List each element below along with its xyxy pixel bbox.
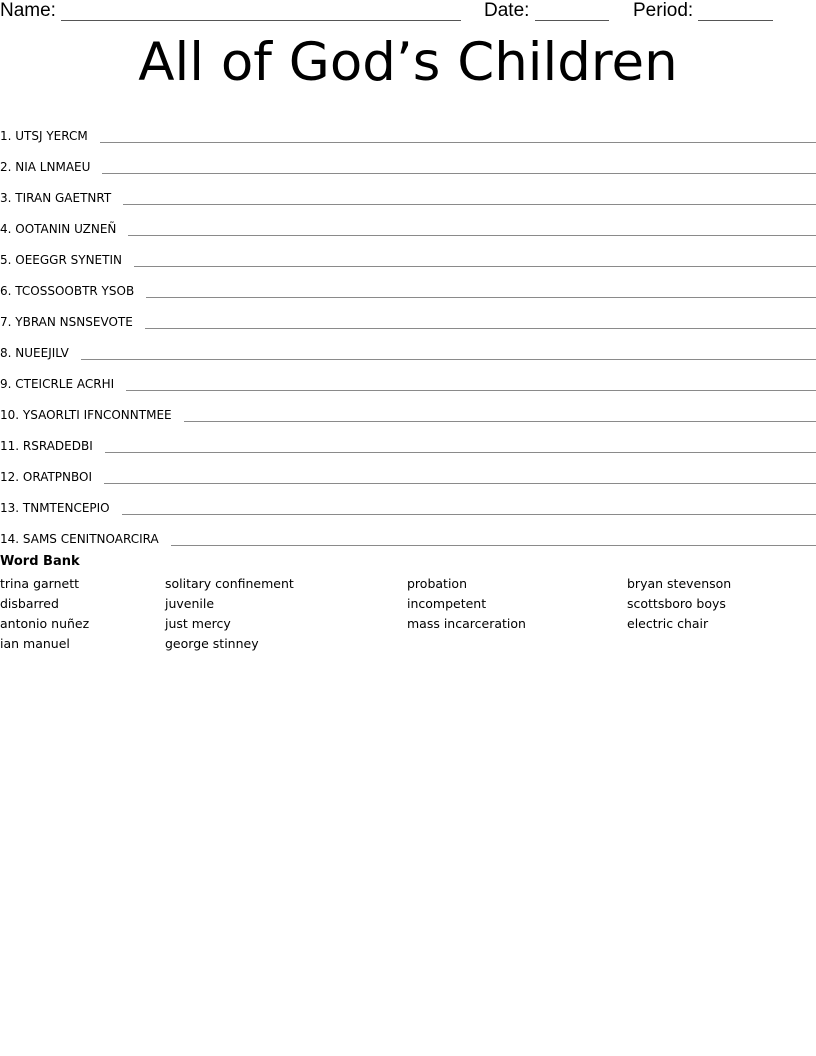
scrambled-word: 4. OOTANIN UZNEÑ	[0, 222, 117, 236]
word-bank-item: mass incarceration	[407, 616, 526, 631]
answer-line[interactable]	[104, 475, 816, 484]
word-bank-column	[407, 574, 526, 634]
period-field[interactable]	[633, 0, 773, 21]
word-bank-item: antonio nuñez	[0, 616, 90, 631]
scramble-row[interactable]	[0, 391, 816, 422]
answer-line[interactable]	[102, 165, 816, 174]
answer-line[interactable]	[126, 382, 816, 391]
scramble-row[interactable]	[0, 298, 816, 329]
scramble-row[interactable]	[0, 143, 816, 174]
answer-line[interactable]	[81, 351, 816, 360]
word-bank-item: disbarred	[0, 596, 59, 611]
date-label: Date:	[484, 0, 530, 21]
answer-line[interactable]	[100, 134, 816, 143]
scramble-row[interactable]	[0, 360, 816, 391]
word-bank-column	[0, 574, 89, 654]
period-blank[interactable]	[698, 2, 773, 21]
scramble-row[interactable]	[0, 112, 816, 143]
scrambled-word: 7. YBRAN NSNSEVOTE	[0, 315, 133, 329]
word-bank-title: Word Bank	[0, 554, 80, 569]
word-bank-item: trina garnett	[0, 576, 79, 591]
answer-line[interactable]	[146, 289, 816, 298]
scramble-row[interactable]	[0, 329, 816, 360]
answer-line[interactable]	[105, 444, 816, 453]
answer-line[interactable]	[134, 258, 816, 267]
scrambled-word: 9. CTEICRLE ACRHI	[0, 377, 115, 391]
scramble-row[interactable]	[0, 205, 816, 236]
word-bank-item: ian manuel	[0, 636, 70, 651]
word-bank-item: bryan stevenson	[627, 576, 732, 591]
answer-line[interactable]	[123, 196, 816, 205]
scrambled-word: 8. NUEEJILV	[0, 346, 69, 360]
word-bank-column	[165, 574, 294, 654]
word-bank-item: probation	[407, 576, 467, 591]
scramble-row[interactable]	[0, 174, 816, 205]
scrambled-word: 10. YSAORLTI IFNCONNTMEE	[0, 408, 172, 422]
answer-line[interactable]	[171, 537, 816, 546]
worksheet-title: All of God’s Children	[138, 32, 678, 93]
word-bank-item: juvenile	[165, 596, 215, 611]
scrambled-word: 3. TIRAN GAETNRT	[0, 191, 112, 205]
scrambled-word: 11. RSRADEDBI	[0, 439, 93, 453]
name-blank[interactable]	[61, 2, 461, 21]
word-bank-item: electric chair	[627, 616, 709, 631]
scramble-row[interactable]	[0, 453, 816, 484]
scrambled-word: 14. SAMS CENITNOARCIRA	[0, 532, 159, 546]
name-label: Name:	[0, 0, 56, 21]
scramble-list	[0, 112, 816, 546]
answer-line[interactable]	[145, 320, 816, 329]
word-bank-item: solitary confinement	[165, 576, 294, 591]
scramble-row[interactable]	[0, 236, 816, 267]
word-bank-item: just mercy	[165, 616, 231, 631]
scramble-row[interactable]	[0, 422, 816, 453]
scrambled-word: 2. NIA LNMAEU	[0, 160, 91, 174]
scrambled-word: 12. ORATPNBOI	[0, 470, 93, 484]
answer-line[interactable]	[122, 506, 816, 515]
name-field[interactable]	[0, 0, 461, 21]
scrambled-word: 1. UTSJ YERCM	[0, 129, 88, 143]
answer-line[interactable]	[184, 413, 816, 422]
scrambled-word: 13. TNMTENCEPIO	[0, 501, 110, 515]
word-bank-item: george stinney	[165, 636, 259, 651]
scramble-row[interactable]	[0, 267, 816, 298]
scramble-row[interactable]	[0, 515, 816, 546]
scramble-row[interactable]	[0, 484, 816, 515]
date-blank[interactable]	[535, 2, 609, 21]
word-bank-column	[627, 574, 731, 634]
scrambled-word: 6. TCOSSOOBTR YSOB	[0, 284, 135, 298]
scrambled-word: 5. OEEGGR SYNETIN	[0, 253, 122, 267]
student-info-header	[0, 0, 816, 24]
period-label: Period:	[633, 0, 694, 21]
answer-line[interactable]	[128, 227, 816, 236]
date-field[interactable]	[484, 0, 609, 21]
word-bank-item: incompetent	[407, 596, 487, 611]
word-bank-item: scottsboro boys	[627, 596, 726, 611]
